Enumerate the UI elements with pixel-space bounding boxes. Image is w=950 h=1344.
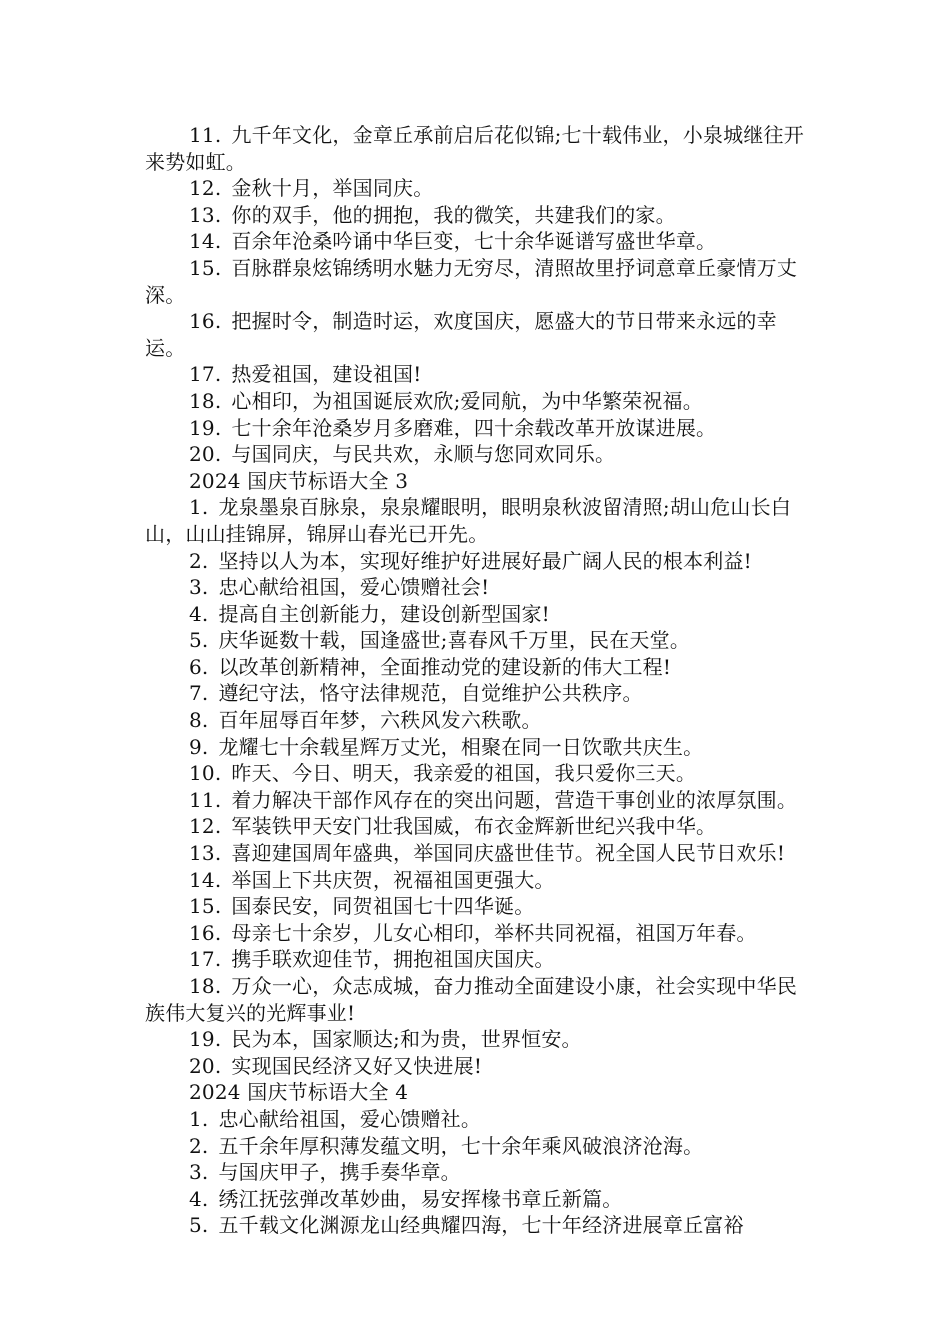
section-heading: 2024 国庆节标语大全 3 bbox=[189, 468, 409, 493]
item-number: 7. bbox=[189, 681, 209, 706]
item-number: 14. bbox=[189, 229, 222, 254]
slogan-item bbox=[145, 680, 815, 707]
item-number: 5. bbox=[189, 1213, 209, 1238]
item-text: 把握时令，制造时运，欢度国庆，愿盛大的节日带来永远的幸运。 bbox=[145, 309, 777, 360]
slogan-item bbox=[145, 1026, 815, 1053]
item-text: 坚持以人为本，实现好维护好进展好最广阔人民的根本利益! bbox=[218, 548, 752, 573]
item-text: 国泰民安，同贺祖国七十四华诞。 bbox=[231, 894, 535, 919]
slogan-item bbox=[145, 574, 815, 601]
slogan-item bbox=[145, 361, 815, 388]
item-number: 15. bbox=[189, 894, 222, 919]
item-number: 4. bbox=[189, 1186, 209, 1211]
item-text: 遵纪守法，恪守法律规范，自觉维护公共秩序。 bbox=[218, 681, 643, 706]
slogan-item bbox=[145, 441, 815, 468]
slogan-item bbox=[145, 734, 815, 761]
item-text: 军装铁甲天安门壮我国威，布衣金辉新世纪兴我中华。 bbox=[231, 814, 717, 839]
item-number: 12. bbox=[189, 814, 222, 839]
slogan-item bbox=[145, 1186, 815, 1213]
item-text: 百年屈辱百年梦，六秩风发六秩歌。 bbox=[218, 708, 542, 733]
item-text: 提高自主创新能力，建设创新型国家! bbox=[218, 601, 550, 626]
slogan-item bbox=[145, 946, 815, 973]
item-text: 昨天、今日、明天，我亲爱的祖国，我只爱你三天。 bbox=[231, 761, 697, 786]
item-number: 16. bbox=[189, 309, 222, 334]
slogan-item bbox=[145, 760, 815, 787]
section-heading: 2024 国庆节标语大全 4 bbox=[189, 1080, 409, 1105]
item-number: 12. bbox=[189, 176, 222, 201]
slogan-item bbox=[145, 308, 815, 361]
slogan-item bbox=[145, 707, 815, 734]
item-text: 五千余年厚积薄发蕴文明，七十余年乘风破浪济沧海。 bbox=[218, 1133, 704, 1158]
slogan-item bbox=[145, 973, 815, 1026]
slogan-item bbox=[145, 920, 815, 947]
slogan-item bbox=[145, 1212, 815, 1239]
item-text: 实现国民经济又好又快进展! bbox=[231, 1053, 483, 1078]
item-text: 与国同庆，与民共欢，永顺与您同欢同乐。 bbox=[231, 442, 616, 467]
item-number: 13. bbox=[189, 202, 222, 227]
slogan-item bbox=[145, 601, 815, 628]
item-number: 15. bbox=[189, 255, 222, 280]
item-number: 9. bbox=[189, 734, 209, 759]
item-text: 忠心献给祖国，爱心馈赠社。 bbox=[218, 1106, 482, 1131]
item-text: 九千年文化，金章丘承前启后花似锦;七十载伟业，小泉城继往开来势如虹。 bbox=[145, 123, 804, 174]
slogan-item bbox=[145, 388, 815, 415]
item-number: 3. bbox=[189, 1160, 209, 1185]
item-number: 1. bbox=[189, 1106, 209, 1131]
item-number: 2. bbox=[189, 548, 209, 573]
slogan-item bbox=[145, 1106, 815, 1133]
item-text: 百脉群泉炫锦绣明水魅力无穷尽，清照故里抒词意章丘豪情万丈深。 bbox=[145, 255, 798, 307]
item-text: 以改革创新精神，全面推动党的建设新的伟大工程! bbox=[218, 654, 672, 679]
item-number: 11. bbox=[189, 787, 222, 812]
item-text: 热爱祖国，建设祖国! bbox=[231, 362, 422, 387]
slogan-item bbox=[145, 202, 815, 229]
slogan-item bbox=[145, 228, 815, 255]
slogan-item bbox=[145, 494, 815, 547]
item-text: 举国上下共庆贺，祝福祖国更强大。 bbox=[231, 867, 555, 892]
slogan-item bbox=[145, 867, 815, 894]
slogan-item bbox=[145, 813, 815, 840]
item-text: 龙耀七十余载星辉万丈光，相聚在同一日饮歌共庆生。 bbox=[218, 734, 704, 759]
item-number: 1. bbox=[189, 495, 209, 520]
item-number: 4. bbox=[189, 601, 209, 626]
item-text: 忠心献给祖国，爱心馈赠社会! bbox=[218, 575, 490, 600]
item-text: 着力解决干部作风存在的突出问题，营造干事创业的浓厚氛围。 bbox=[231, 787, 798, 812]
item-text: 与国庆甲子，携手奏华章。 bbox=[218, 1160, 461, 1185]
slogan-item bbox=[145, 1159, 815, 1186]
slogan-item bbox=[145, 175, 815, 202]
item-text: 龙泉墨泉百脉泉，泉泉耀眼明，眼明泉秋波留清照;胡山危山长白山，山山挂锦屏，锦屏山春光已开先。 bbox=[145, 495, 792, 546]
item-text: 庆华诞数十载，国逢盛世;喜春风千万里，民在天堂。 bbox=[218, 628, 691, 653]
item-text: 万众一心，众志成城，奋力推动全面建设小康，社会实现中华民族伟大复兴的光辉事业! bbox=[145, 974, 798, 1025]
slogan-item bbox=[145, 787, 815, 814]
item-number: 17. bbox=[189, 362, 222, 387]
item-number: 17. bbox=[189, 947, 222, 972]
item-text: 携手联欢迎佳节，拥抱祖国庆国庆。 bbox=[231, 947, 555, 972]
item-number: 19. bbox=[189, 415, 222, 440]
item-number: 5. bbox=[189, 628, 209, 653]
slogan-item bbox=[145, 840, 815, 867]
item-text: 母亲七十余岁，儿女心相印，举杯共同祝福，祖国万年春。 bbox=[231, 920, 757, 945]
item-number: 6. bbox=[189, 654, 209, 679]
document-body bbox=[145, 122, 815, 1239]
item-number: 20. bbox=[189, 442, 222, 467]
item-text: 民为本，国家顺达;和为贵，世界恒安。 bbox=[231, 1027, 582, 1052]
item-number: 18. bbox=[189, 974, 222, 998]
slogan-item bbox=[145, 627, 815, 654]
slogan-item bbox=[145, 893, 815, 920]
item-number: 13. bbox=[189, 841, 222, 866]
item-text: 你的双手，他的拥抱，我的微笑，共建我们的家。 bbox=[231, 202, 676, 227]
item-text: 喜迎建国周年盛典，举国同庆盛世佳节。祝全国人民节日欢乐! bbox=[231, 841, 786, 866]
item-text: 百余年沧桑吟诵中华巨变，七十余华诞谱写盛世华章。 bbox=[231, 229, 717, 254]
item-number: 16. bbox=[189, 920, 222, 945]
slogan-item bbox=[145, 255, 815, 308]
item-number: 20. bbox=[189, 1053, 222, 1078]
slogan-item bbox=[145, 122, 815, 175]
slogan-item bbox=[145, 548, 815, 575]
item-number: 10. bbox=[189, 761, 222, 786]
item-text: 金秋十月，举国同庆。 bbox=[231, 176, 434, 201]
slogan-item bbox=[145, 1053, 815, 1080]
item-number: 18. bbox=[189, 388, 222, 413]
item-number: 8. bbox=[189, 708, 209, 733]
item-text: 七十余年沧桑岁月多磨难，四十余载改革开放谋进展。 bbox=[231, 415, 717, 440]
slogan-item bbox=[145, 654, 815, 681]
item-number: 3. bbox=[189, 575, 209, 600]
item-text: 绣江抚弦弹改革妙曲，易安挥椽书章丘新篇。 bbox=[218, 1186, 623, 1211]
item-number: 11. bbox=[189, 123, 222, 147]
slogan-item bbox=[145, 1133, 815, 1160]
item-text: 五千载文化渊源龙山经典耀四海，七十年经济进展章丘富裕 bbox=[218, 1213, 744, 1238]
item-number: 19. bbox=[189, 1027, 222, 1052]
item-text: 心相印，为祖国诞辰欢欣;爱同航，为中华繁荣祝福。 bbox=[231, 388, 703, 413]
item-number: 14. bbox=[189, 867, 222, 892]
slogan-item bbox=[145, 415, 815, 442]
item-number: 2. bbox=[189, 1133, 209, 1158]
